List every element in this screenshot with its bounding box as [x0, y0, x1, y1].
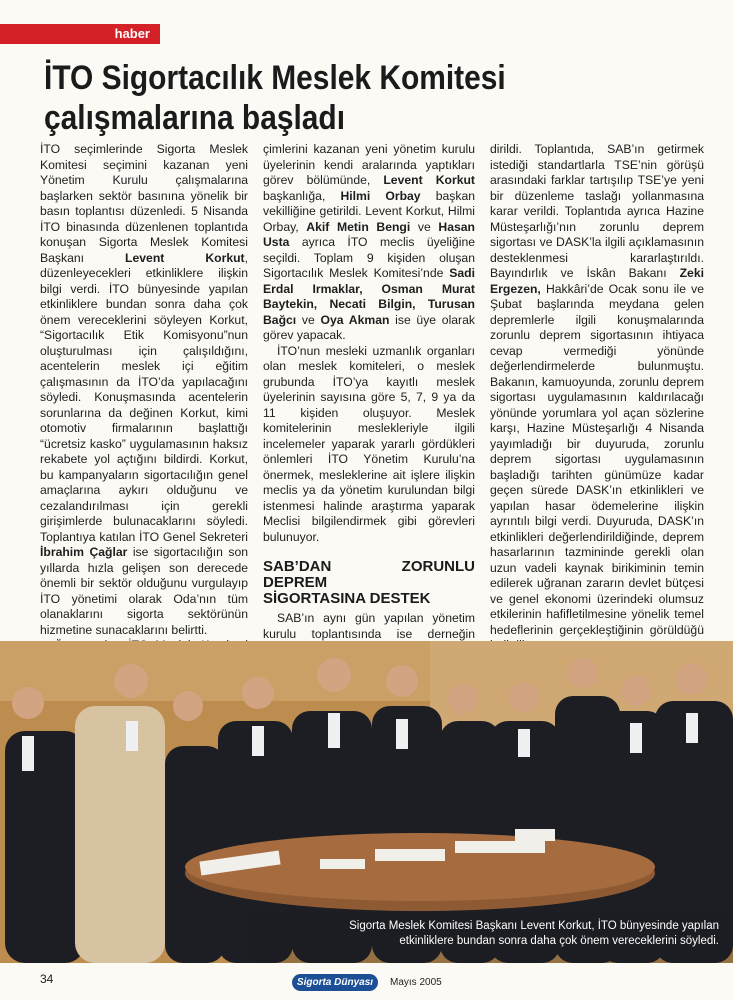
person-name: Akif Metin Bengi [306, 219, 411, 234]
person-name: Sadi Erdal Irmaklar, Osman Murat Baytekin, Necati Bilgin, Turusan Bağcı [263, 266, 475, 327]
article-column-1 [40, 142, 248, 669]
text: İTO seçimlerinde Sigorta Meslek Komitesi seçimini kazanan yeni Yönetim Kurulu çalışmalarına başlarken sektör basınına yönelik bir basın toplantısı düzenledi. 5 Nisanda İTO binasında düzenlenen toplantıda konuşan Sigorta Meslek Komitesi Başkanı [40, 142, 248, 265]
caption-line-1: Sigorta Meslek Komitesi Başkanı Levent Korkut, İTO bünyesinde yapılan [349, 920, 719, 932]
text: ayrıca İTO meclis üyeliğine seçildi. Toplam 9 kişiden oluşan Sigortacılık Meslek Komitesi’nde [263, 235, 475, 280]
paragraph [263, 142, 475, 344]
paragraph [490, 142, 704, 654]
group-photo-illustration [0, 641, 733, 963]
section-tag: haber [114, 26, 150, 41]
paragraph [40, 142, 248, 638]
magazine-logo: Sigorta Dünyası [292, 974, 378, 991]
subheading-line-1: SAB’DAN ZORUNLU DEPREM [263, 558, 475, 591]
person-name: İbrahim Çağlar [40, 545, 128, 559]
person-name: Levent Korkut [125, 250, 245, 265]
group-photo [0, 641, 733, 963]
article-headline [44, 58, 625, 138]
text: dirildi. Toplantıda, SAB’ın getirmek istediği standartlarla TSE’nin görüşü arasındaki farklar tartışılıp TSE’ye yeni bir düzenleme taslağı yollanmasına karar verildi. Toplantıda ayrıca Hazine Müsteşarlığı’nın zorunlu deprem sigortası ve DASK’la ilgili açıklamasının desteklenmesi kararlaştırıldı. Bayındırlık ve İskân Bakanı [490, 142, 704, 280]
text: ve [410, 219, 439, 234]
text: Hakkâri’de Ocak sonu ile ve Şubat başlarında meydana gelen depremlerle ilgili konuşmalarında zorunlu deprem sigortasının ihtiyaca cevap vermediği yönünde değerlendirmelerde bulunmuştu. Bakanın, kamuoyunda, zorunlu deprem sigortası uygulamasının kaldırılacağı yönünde yorumlara yol açan sözlerine karşı, Hazine Müsteşarlığı 4 Nisanda yayımladığı bir duyuruda, zorunlu deprem sigortası uygulamasının başladığı tarihten günümüze kadar geçen sürede DASK’ın etkinlikleri ve yapılan hasar ödemelerine ilişkin ayrıntılı bilgi verdi. Duyuruda, DASK’ın etkinlikleri değerlendirildiğinde, deprem hasarlarının tazmininde gerekli olan uzun vadeli kaynak birikiminin temin edilerek uğranan zararın devlet bütçesi ve genel ekonomi üzerindeki olumsuz etkilerinin hafifletilmesine yönelik temel hedeflerinin gerçekleştiğinin görüldüğü [490, 281, 704, 637]
headline-line-2: çalışmalarına başladı [44, 99, 346, 137]
text: ve [296, 312, 321, 327]
person-name: Hilmi Orbay [340, 188, 421, 203]
person-name: Levent Korkut [383, 173, 475, 187]
person-name: Zeki Ergezen, [490, 266, 704, 296]
subheading-line-2: SİGORTASINA DESTEK [263, 590, 431, 607]
issue-date: Mayıs 2005 [390, 977, 442, 988]
paragraph: İTO’nun mesleki uzmanlık organları olan meslek komiteleri, o meslek grubunda İTO’ya kayıtlı meslek üyelerinin sayısına göre 5, 7, 9 ya da 11 kişiden oluşuyor. Meslek komitelerinin meslekleriyle ilgili incelemeler yaparak yararlı gördükleri önlemleri İTO Yönetim Kurulu’na önermek, mesleklerine ait işlere ilişkin meclis ya da yönetim kurulundan bilgi istenmesi halinde araştırma yaparak Meclisi bilgilendirmek gibi görevleri bulunuyor. [263, 343, 475, 544]
text: çimlerini kazanan yeni yönetim kurulu üyelerinin kendi aralarında yaptıkları görev bölümünde, [263, 142, 475, 187]
caption-line-2: etkinliklere bundan sonra daha çok önem vereceklerini söyledi. [399, 935, 719, 947]
article-column-3 [490, 142, 704, 654]
page-number: 34 [40, 972, 54, 986]
section-tag-bar [0, 24, 160, 44]
headline-line-1: İTO Sigortacılık Meslek Komitesi [44, 59, 506, 97]
photo-caption [349, 919, 719, 949]
person-name: Hasan Usta [263, 219, 475, 249]
person-name: Oya Akman [320, 312, 390, 327]
text: ise üye olarak görev yapacak. [263, 312, 475, 342]
text: ise sigortacılığın son yıllarda hızla gelişen son derecede önemli bir sektör olduğunu vurgulayıp İTO yönetimi olarak Oda’nın tüm olanaklarını sigorta sektörünün hizmetine sunacaklarını belirtti. [40, 545, 249, 637]
subheading [263, 559, 475, 607]
text: başkan vekilliğine getirildi. Levent Korkut, Hilmi Orbay, [263, 188, 476, 234]
paragraph: SAB’ın aynı gün yapılan yönetim kurulu toplantısında ise derneğin [263, 611, 475, 641]
text: , düzenleyecekleri etkinliklere ilişkin bilgi verdi. İTO bünyesinde yapılan etkinliklere bundan sonra daha çok önem vereceklerini söyleyen Korkut, “Sigortacılık Etik Komisyonu”nun oluşturulması için çalışıldığını, acentelerin meslek içi eğitim çalışmasının da İTO’da yapılacağını söyledi. Konuşmasında acentelerin sorunlarına da değinen Korkut, kimi otomotiv firmalarının başlattığı “ücretsiz kasko” uygulamasının haksız rekabete yol açtığını bildirdi. Korkut, bu kampanyaların sigortacılığın genel amaçlarına aykırı olduğunu ve cezalandırılması için gerekli girişimlerde bulunacaklarını söyledi. Toplantıya katılan İTO Genel Sekreteri [40, 250, 248, 544]
article-column-2 [263, 142, 475, 689]
text: başkanlığa, [263, 188, 341, 203]
